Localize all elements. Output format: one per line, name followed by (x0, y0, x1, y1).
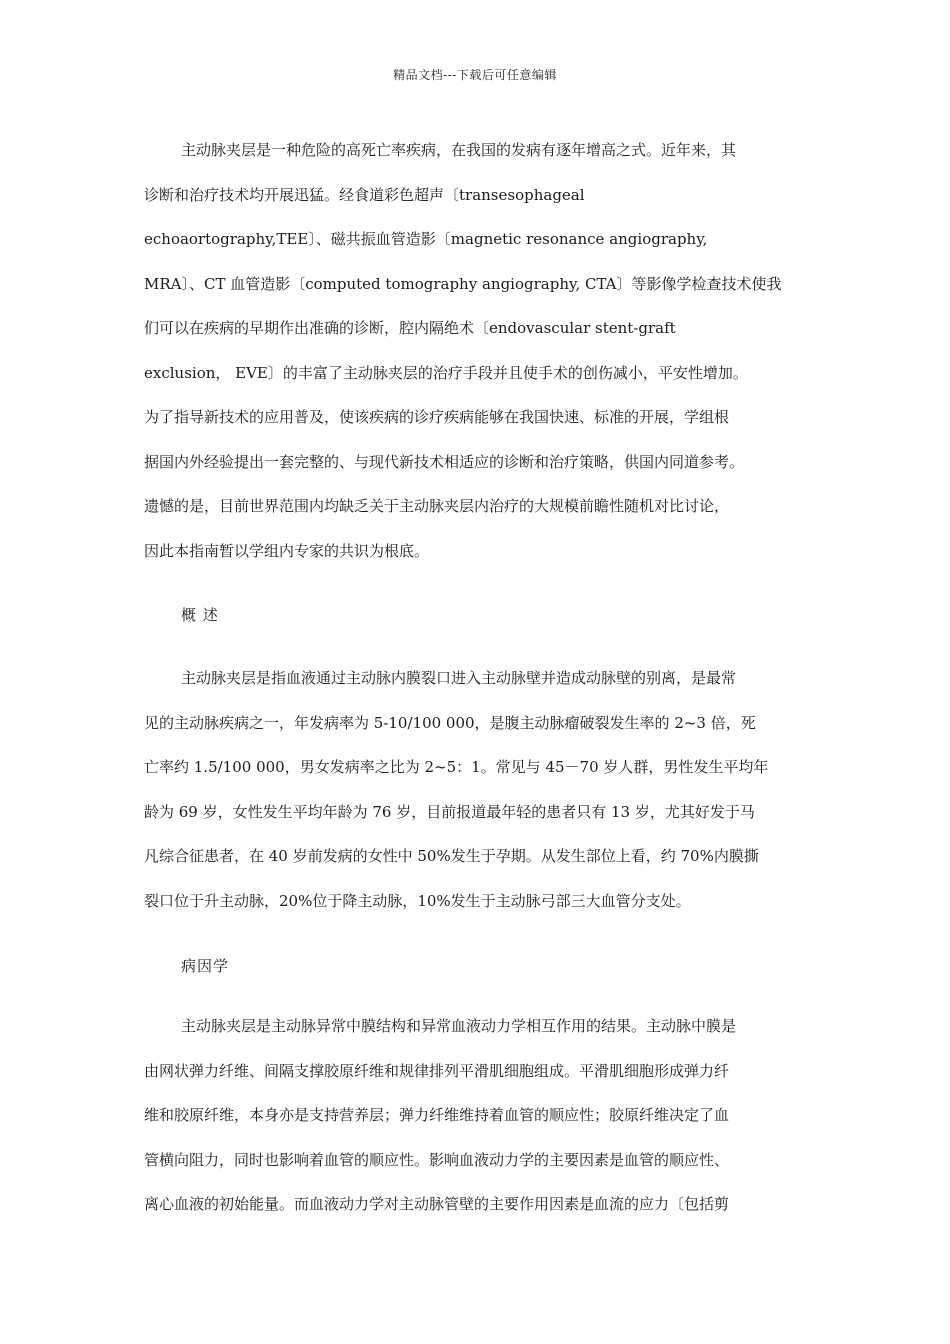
paragraph-line: 主动脉夹层是指血液通过主动脉内膜裂口进入主动脉壁并造成动脉壁的别离，是最常 (181, 669, 737, 687)
section-heading-etiology: 病因学 (181, 957, 230, 975)
intro-paragraph (144, 128, 812, 573)
paragraph-line: MRA〕、CT 血管造影〔computed tomography angiography, CTA〕等影像学检查技术使我 (144, 274, 782, 293)
paragraph-line: 由网状弹力纤维、间隔支撑胶原纤维和规律排列平滑肌细胞组成。平滑肌细胞形成弹力纤 (144, 1061, 730, 1080)
paragraph-line: 亡率约 1.5/100 000，男女发病率之比为 2~5：1。常见与 45－70 岁人群，男性发生平均年 (144, 758, 769, 776)
paragraph-line: 诊断和治疗技术均开展迅猛。经食道彩色超声〔transesophageal (144, 185, 585, 204)
overview-paragraph (144, 656, 812, 923)
paragraph-line: 遗憾的是，目前世界范围内均缺乏关于主动脉夹层内治疗的大规模前瞻性随机对比讨论， (144, 497, 730, 515)
paragraph-line: 管横向阻力，同时也影响着血管的顺应性。影响血液动力学的主要因素是血管的顺应性、 (144, 1150, 730, 1169)
etiology-paragraph (144, 1004, 812, 1227)
paragraph-line: 主动脉夹层是一种危险的高死亡率疾病，在我国的发病有逐年增高之式。近年来，其 (181, 141, 737, 159)
paragraph-line: 为了指导新技术的应用普及，使该疾病的诊疗疾病能够在我国快速、标准的开展，学组根 (144, 408, 730, 426)
paragraph-line: 龄为 69 岁，女性发生平均年龄为 76 岁，目前报道最年轻的患者只有 13 岁，尤其好发于马 (144, 802, 755, 821)
paragraph-line: 因此本指南暂以学组内专家的共识为根底。 (144, 541, 430, 560)
page-header: 精品文档---下载后可任意编辑 (393, 68, 557, 82)
paragraph-line: echoaortography,TEE〕、磁共振血管造影〔magnetic resonance angiography, (144, 230, 708, 248)
paragraph-line: 离心血液的初始能量。而血液动力学对主动脉管壁的主要作用因素是血流的应力〔包括剪 (144, 1195, 730, 1213)
paragraph-line: 凡综合征患者，在 40 岁前发病的女性中 50%发生于孕期。从发生部位上看，约 70%内膜撕 (144, 847, 759, 865)
paragraph-line: exclusion， EVE〕的丰富了主动脉夹层的治疗手段并且使手术的创伤减小，平安性增加。 (144, 363, 748, 382)
paragraph-line: 裂口位于升主动脉，20%位于降主动脉，10%发生于主动脉弓部三大血管分支处。 (144, 891, 691, 910)
paragraph-line: 主动脉夹层是主动脉异常中膜结构和异常血液动力学相互作用的结果。主动脉中膜是 (181, 1017, 737, 1035)
paragraph-line: 们可以在疾病的早期作出准确的诊断，腔内隔绝术〔endovascular stent-graft (144, 319, 676, 337)
section-heading-overview: 概 述 (181, 606, 219, 624)
paragraph-line: 维和胶原纤维，本身亦是支持营养层；弹力纤维维持着血管的顺应性；胶原纤维决定了血 (144, 1106, 730, 1124)
paragraph-line: 见的主动脉疾病之一，年发病率为 5-10/100 000，是腹主动脉瘤破裂发生率的 2~3 倍，死 (144, 713, 756, 732)
paragraph-line: 据国内外经验提出一套完整的、与现代新技术相适应的诊断和治疗策略，供国内同道参考。 (144, 452, 745, 471)
